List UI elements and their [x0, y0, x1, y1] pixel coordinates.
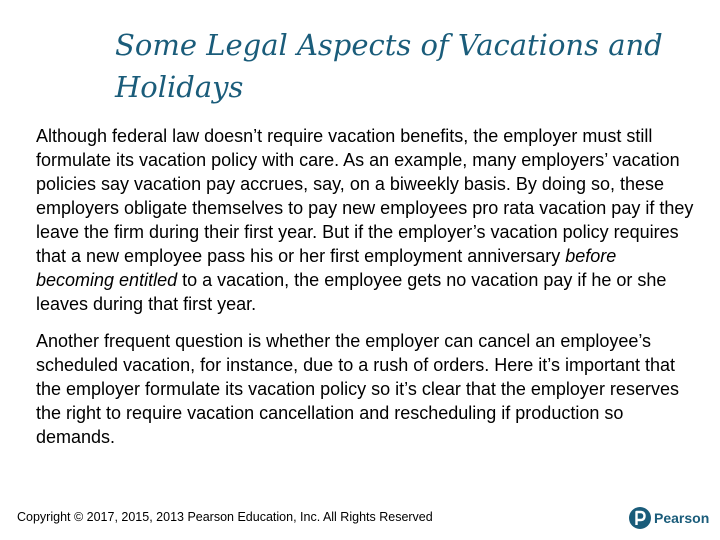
paragraph-1-text-start: Although federal law doesn’t require vacation benefits, the employer must still formulate its vacation policy with care. As an example, many employers’ vacation policies say vacation pay accrues, say, on a biweekly basis. By doing so, these employers obligate themselves to pay new employees pro rata vacation pay if they leave the firm during their first year. But if the employer’s vacation policy requires that a new employee pass his or her first employment anniversary — [36, 126, 694, 266]
copyright-notice: Copyright © 2017, 2015, 2013 Pearson Education, Inc. All Rights Reserved — [17, 510, 433, 524]
paragraph-vacation-cancellation: Another frequent question is whether the employer can cancel an employee’s scheduled vacation, for instance, due to a rush of orders. Here it’s important that the employer formulate its vacation policy so it’s clear that the employer reserves the right to require vacation cancellation and rescheduling if production so demands. — [36, 331, 679, 447]
pearson-logo-text: Pearson — [654, 510, 710, 526]
paragraph-vacation-accrual — [36, 124, 696, 316]
slide-body — [36, 124, 696, 449]
paragraph-1-emphasis: before becoming entitled — [36, 246, 617, 290]
slide-title: Some Legal Aspects of Vacations and Holidays — [115, 28, 663, 104]
pearson-logo-icon — [629, 507, 651, 529]
pearson-logo — [629, 506, 709, 530]
paragraph-1-text-end: to a vacation, the employee gets no vacation pay if he or she leaves during that first year. — [36, 270, 667, 314]
